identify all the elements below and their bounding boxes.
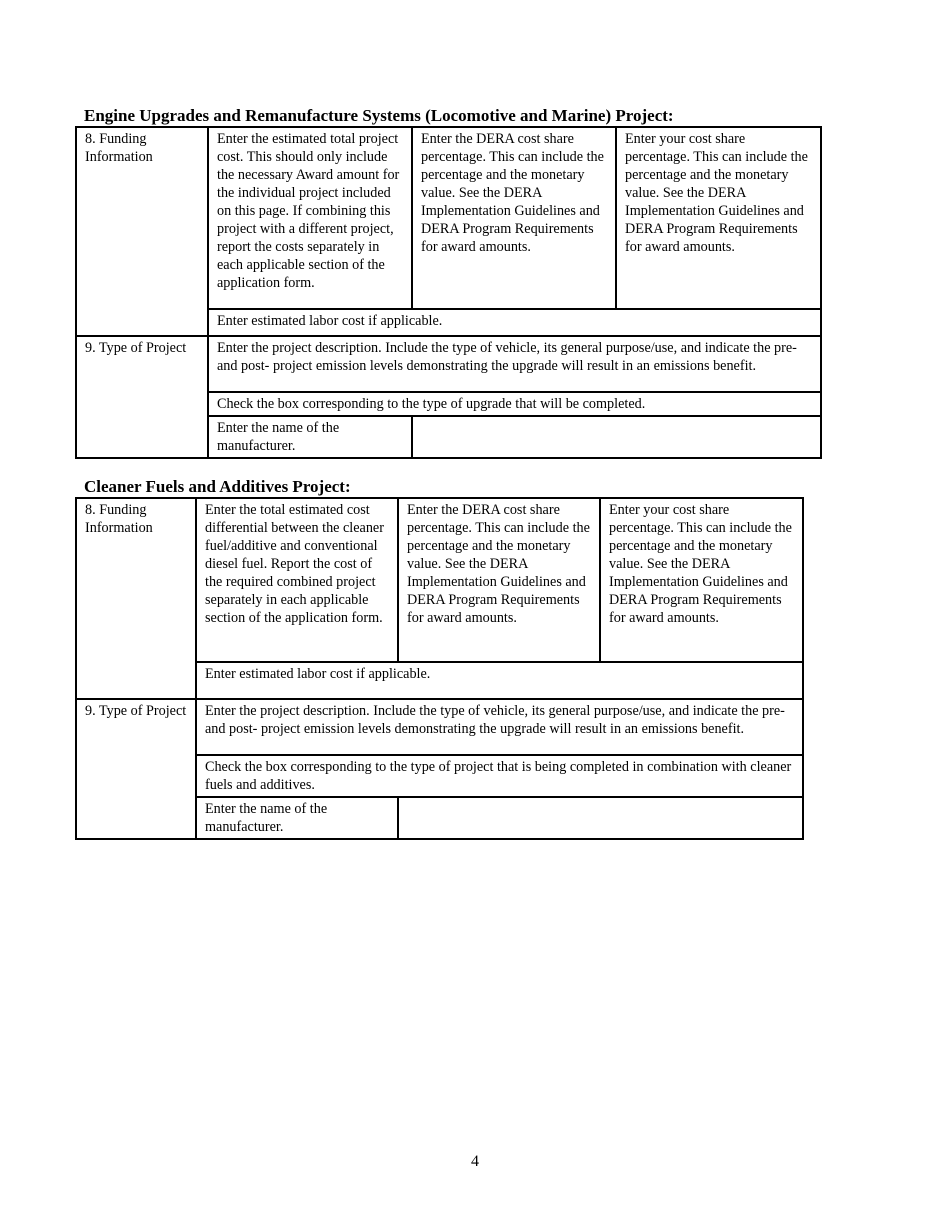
page-number: 4: [471, 1153, 479, 1170]
cleaner-fuels-form-table: [75, 497, 804, 840]
manufacturer-input[interactable]: [412, 416, 821, 458]
manufacturer-label: Enter the name of the manufacturer.: [208, 416, 412, 458]
project-type-checkbox-field[interactable]: Check the box corresponding to the type of project that is being completed in combination with cleaner fuels and additives.: [196, 755, 803, 797]
manufacturer-input[interactable]: [398, 797, 803, 839]
manufacturer-label: Enter the name of the manufacturer.: [196, 797, 398, 839]
your-cost-share-field[interactable]: Enter your cost share percentage. This can include the percentage and the monetary value. See the DERA Implementation Guidelines and DERA Program Requirements for award amounts.: [600, 498, 803, 662]
funding-information-label: 8. Funding Information: [76, 498, 196, 699]
labor-cost-field[interactable]: Enter estimated labor cost if applicable.: [208, 309, 821, 336]
section-1-title: Engine Upgrades and Remanufacture Systems (Locomotive and Marine) Project:: [84, 106, 674, 125]
dera-cost-share-field[interactable]: Enter the DERA cost share percentage. This can include the percentage and the monetary value. See the DERA Implementation Guidelines and DERA Program Requirements for award amounts.: [412, 127, 616, 309]
total-cost-field[interactable]: Enter the total estimated cost differential between the cleaner fuel/additive and conventional diesel fuel. Report the cost of the required combined project separately in each applicable section of the application form.: [196, 498, 398, 662]
funding-information-label: 8. Funding Information: [76, 127, 208, 336]
type-of-project-label: 9. Type of Project: [76, 699, 196, 839]
dera-cost-share-field[interactable]: Enter the DERA cost share percentage. This can include the percentage and the monetary value. See the DERA Implementation Guidelines and DERA Program Requirements for award amounts.: [398, 498, 600, 662]
section-2-title: Cleaner Fuels and Additives Project:: [84, 477, 351, 496]
engine-upgrades-form-table: [75, 126, 822, 459]
project-description-field[interactable]: Enter the project description. Include the type of vehicle, its general purpose/use, and indicate the pre- and post- project emission levels demonstrating the upgrade will result in an emissions benefit.: [196, 699, 803, 755]
type-of-project-label: 9. Type of Project: [76, 336, 208, 458]
labor-cost-field[interactable]: Enter estimated labor cost if applicable.: [196, 662, 803, 699]
total-cost-field[interactable]: Enter the estimated total project cost. This should only include the necessary Award amount for the individual project included on this page. If combining this project with a different project, report the costs separately in each applicable section of the application form.: [208, 127, 412, 309]
your-cost-share-field[interactable]: Enter your cost share percentage. This can include the percentage and the monetary value. See the DERA Implementation Guidelines and DERA Program Requirements for award amounts.: [616, 127, 821, 309]
project-description-field[interactable]: Enter the project description. Include the type of vehicle, its general purpose/use, and indicate the pre- and post- project emission levels demonstrating the upgrade will result in an emissions benefit.: [208, 336, 821, 392]
upgrade-type-checkbox-field[interactable]: Check the box corresponding to the type of upgrade that will be completed.: [208, 392, 821, 416]
